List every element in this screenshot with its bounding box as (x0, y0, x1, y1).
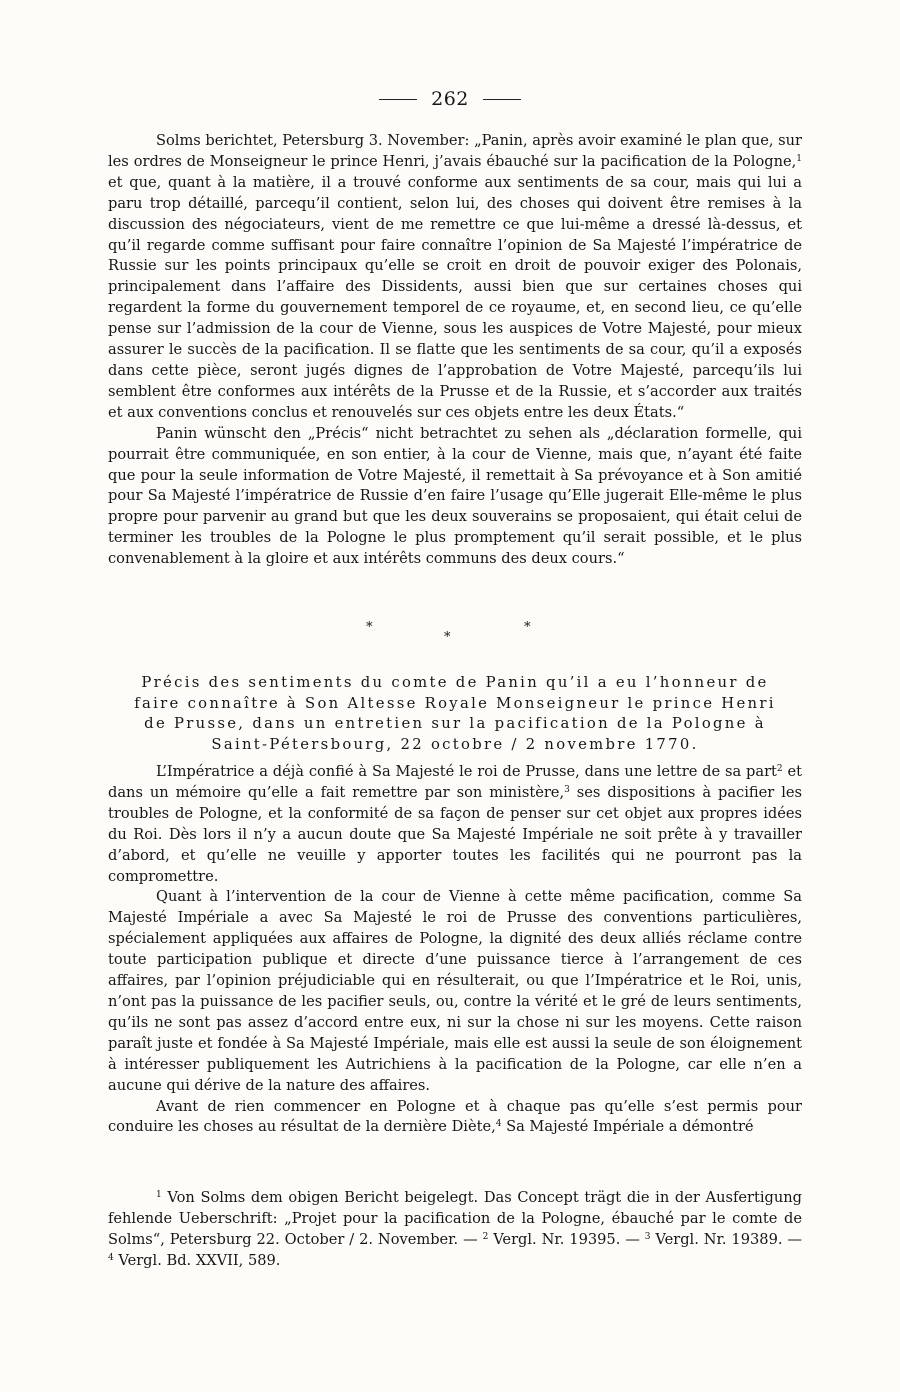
footnote-ref: 3 (564, 784, 570, 795)
paragraph-text: et que, quant à la matière, il a trouvé conforme aux sentiments de sa cour, mais qui lui a paru trop détaillé, parcequ’il contient, selon lui, des choses qui doivent être remises à la discussion des négociateurs, vient de me remettre ce que lui-même a dressé là-dessus, et qu’il regarde comme suffisant pour faire connaître l’opinion de Sa Majesté l’impératrice de Russie sur les points principaux qu’elle se croit en droit de pouvoir exiger des Polonais, principalement dans l’affaire des Dissidents, aussi bien que sur certaines choses qui regardent la forme du gouvernement temporel de ce royaume, et, en second lieu, ce qu’elle pense sur l’admission de la cour de Vienne, sous les auspices de Votre Majesté, pour mieux assurer le succès de la pacification. Il se flatte que les sentiments de sa cour, qu’il a exposés dans cette pièce, seront jugés dignes de l’approbation de Votre Majesté, parcequ’ils lui semblent être conformes aux intérêts de la Prusse et de la Russie, et s’accorder aux traités et aux conventions conclus et renouvelés sur ces objets entre les deux États.“ (108, 173, 802, 421)
header-rule-left (379, 99, 417, 100)
precis-section (108, 762, 802, 1138)
paragraph-text: L’Impératrice a déjà confié à Sa Majesté le roi de Prusse, dans une lettre de sa part (156, 763, 777, 780)
paragraph: Panin wünscht den „Précis“ nicht betrachtet zu sehen als „déclaration formelle, qui pourrait être communiquée, en son entier, à la cour de Vienne, mais que, n’ayant été faite que pour la seule information de Votre Majesté, il remettait à Sa prévoyance et à Son amitié pour Sa Majesté l’impératrice de Russie d’en faire l’usage qu’Elle jugerait Elle-même le plus propre pour parvenir au grand but que les deux souverains se proposaient, qui était celui de terminer les troubles de la Pologne le plus promptement qu’il serait possible, et le plus convenablement à la gloire et aux intérêts communs des deux cours.“ (108, 424, 802, 568)
footnote-body: Vergl. Nr. 19389. — (650, 1230, 802, 1248)
footnote-number: 2 (482, 1231, 489, 1242)
footnote-number: 1 (156, 1190, 162, 1200)
paragraph-text: Sa Majesté Impériale a démontré (501, 1118, 754, 1136)
asterisk: * (366, 620, 373, 635)
footnote-ref: 2 (776, 764, 783, 774)
report-section (108, 131, 802, 570)
page-number: 262 (431, 88, 469, 110)
footnote-ref: 1 (796, 153, 802, 164)
paragraph-text: Solms berichtet, Petersburg 3. November: „Panin, après avoir examiné le plan que, sur les ordres de Monseigneur le prince Henri, j’avais ébauché sur la pacification de la Pologne, (108, 132, 802, 170)
footnote-number: 4 (108, 1252, 114, 1263)
asterisk: * (444, 630, 451, 645)
paragraph (108, 762, 802, 887)
paragraph-text: ses dispositions à pacifier les troubles de Pologne, et la conformité de sa façon de penser sur cet objet aux propres idées du Roi. Dès lors il n’y a aucun doute que Sa Majesté Impériale ne soit prête à y travailler d’abord, et qu’elle ne veuille y apporter toutes les facilités qui ne pourront pas la compromettre. (108, 783, 802, 885)
footnote-body: Vergl. Nr. 19395. — (488, 1230, 645, 1248)
header-rule-right (483, 99, 521, 100)
heading-line: de Prusse, dans un entretien sur la pacification de la Pologne à (144, 715, 766, 732)
asterisk: * (524, 620, 531, 635)
heading-line: faire connaître à Son Altesse Royale Monseigneur le prince Henri (134, 694, 776, 712)
heading-line: Précis des sentiments du comte de Panin qu’il a eu l’honneur de (141, 674, 769, 691)
footnote-body: Vergl. Bd. XXVII, 589. (113, 1251, 281, 1269)
section-separator (0, 620, 900, 650)
paragraph (108, 1097, 802, 1139)
section-heading (108, 673, 802, 755)
paragraph (108, 131, 802, 424)
footnote-number: 3 (644, 1231, 651, 1242)
footnote-text (108, 1188, 802, 1272)
footnotes (108, 1188, 802, 1272)
paragraph-text: Avant de rien commencer en Pologne et à chaque pas qu’elle s’est permis pour conduire les choses au résultat de la dernière Diète, (108, 1097, 802, 1136)
page-header (0, 88, 900, 110)
heading-line: Saint-Pétersbourg, 22 octobre / 2 novembre 1770. (211, 735, 699, 753)
footnote-body: Von Solms dem obigen Bericht beigelegt. Das Concept trägt die in der Ausfertigung fehlende Ueberschrift: „Projet pour la pacification de la Pologne, ébauché par le comte de Solms“, Petersburg 22. October / 2. November. — (108, 1189, 802, 1248)
paragraph-text: et dans un mémoire qu’elle a fait remettre par son ministère, (108, 763, 802, 801)
footnote-ref: 4 (495, 1119, 502, 1130)
paragraph: Quant à l’intervention de la cour de Vienne à cette même pacification, comme Sa Majesté Impériale a avec Sa Majesté le roi de Prusse des conventions particulières, spécialement appliquées aux affaires de Pologne, la dignité des deux alliés réclame contre toute participation publique et directe d’une puissance tierce à l’arrangement de ces affaires, par l’opinion préjudiciable qui en résulterait, ou que l’Impératrice et le Roi, unis, n’ont pas la puissance de les pacifier seuls, ou, contre la vérité et le gré de leurs sentiments, qu’ils ne sont pas assez d’accord entre eux, ni sur la chose ni sur les moyens. Cette raison paraît juste et fondée à Sa Majesté Impériale, mais elle est aussi la seule de son éloignement à intéresser publiquement les Autrichiens à la pacification de la Pologne, car elle n’en a aucune qui dérive de la nature des affaires. (108, 888, 802, 1094)
